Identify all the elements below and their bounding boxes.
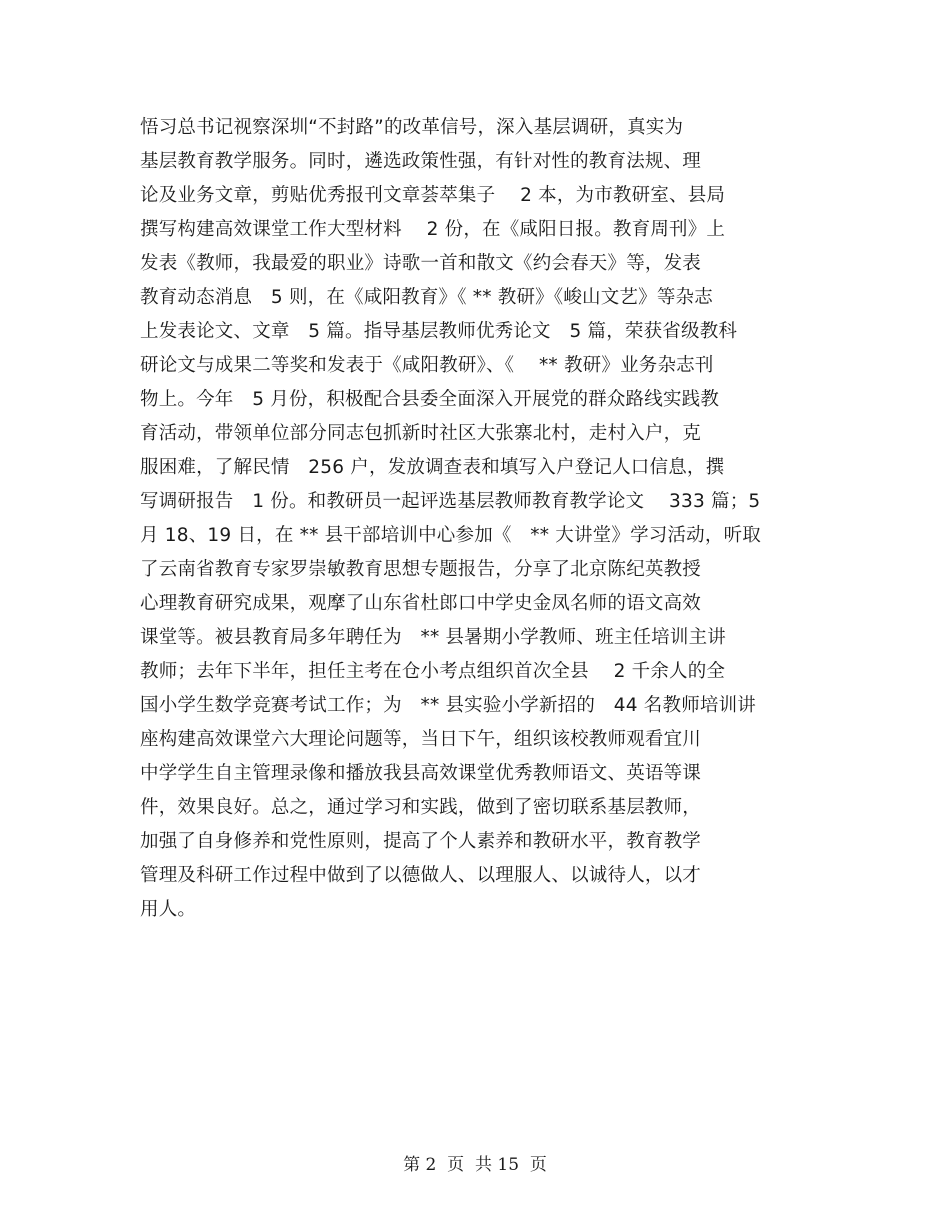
text-line: 悟习总书记视察深圳“不封路”的改革信号，深入基层调研，真实为 <box>140 117 684 138</box>
text-line: 管理及科研工作过程中做到了以德做人、以理服人、以诚待人，以才 <box>140 865 702 886</box>
text-line: 用人。 <box>140 899 197 920</box>
text-line: 课堂等。被县教育局多年聘任为 ** 县暑期小学教师、班主任培训主讲 <box>140 627 726 648</box>
text-line: 月 18、19 日，在 ** 县干部培训中心参加《 ** 大讲堂》学习活动，听取 <box>140 525 761 546</box>
text-line: 中学学生自主管理录像和播放我县高效课堂优秀教师语文、英语等课 <box>140 763 702 784</box>
text-line: 基层教育教学服务。同时，遴选政策性强，有针对性的教育法规、理 <box>140 151 702 172</box>
text-line: 写调研报告 1 份。和教研员一起评选基层教师教育教学论文 333 篇；5 <box>140 491 761 512</box>
text-line: 物上。今年 5 月份，积极配合县委全面深入开展党的群众路线实践教 <box>140 389 720 410</box>
text-line: 座构建高效课堂六大理论问题等，当日下午，组织该校教师观看宜川 <box>140 729 702 750</box>
text-line: 教师；去年下半年，担任主考在仓小考点组织首次全县 2 千余人的全 <box>140 661 726 682</box>
text-line: 件，效果良好。总之，通过学习和实践，做到了密切联系基层教师， <box>140 797 702 818</box>
text-line: 论及业务文章，剪贴优秀报刊文章荟萃集子 2 本，为市教研室、县局 <box>140 185 726 206</box>
text-line: 育活动，带领单位部分同志包抓新时社区大张寨北村，走村入户，克 <box>140 423 702 444</box>
page-number-footer: 第 2 页 共 15 页 <box>403 1155 547 1175</box>
text-line: 上发表论文、文章 5 篇。指导基层教师优秀论文 5 篇，荣获省级教科 <box>140 321 738 342</box>
text-line: 加强了自身修养和党性原则，提高了个人素养和教研水平，教育教学 <box>140 831 702 852</box>
text-line: 撰写构建高效课堂工作大型材料 2 份，在《咸阳日报。教育周刊》上 <box>140 219 726 240</box>
text-line: 发表《教师，我最爱的职业》诗歌一首和散文《约会春天》等，发表 <box>140 253 702 274</box>
text-line: 研论文与成果二等奖和发表于《咸阳教研》、《 ** 教研》业务杂志刊 <box>140 355 714 376</box>
text-line: 国小学生数学竞赛考试工作；为 ** 县实验小学新招的 44 名教师培训讲 <box>140 695 757 716</box>
text-line: 了云南省教育专家罗崇敏教育思想专题报告，分享了北京陈纪英教授 <box>140 559 702 580</box>
text-line: 服困难，了解民情 256 户，发放调查表和填写入户登记人口信息，撰 <box>140 457 725 478</box>
text-line: 教育动态消息 5 则，在《咸阳教育》《 ** 教研》《峻山文艺》等杂志 <box>140 287 713 308</box>
body-text <box>140 111 830 927</box>
text-line: 心理教育研究成果，观摩了山东省杜郎口中学史金凤名师的语文高效 <box>140 593 702 614</box>
